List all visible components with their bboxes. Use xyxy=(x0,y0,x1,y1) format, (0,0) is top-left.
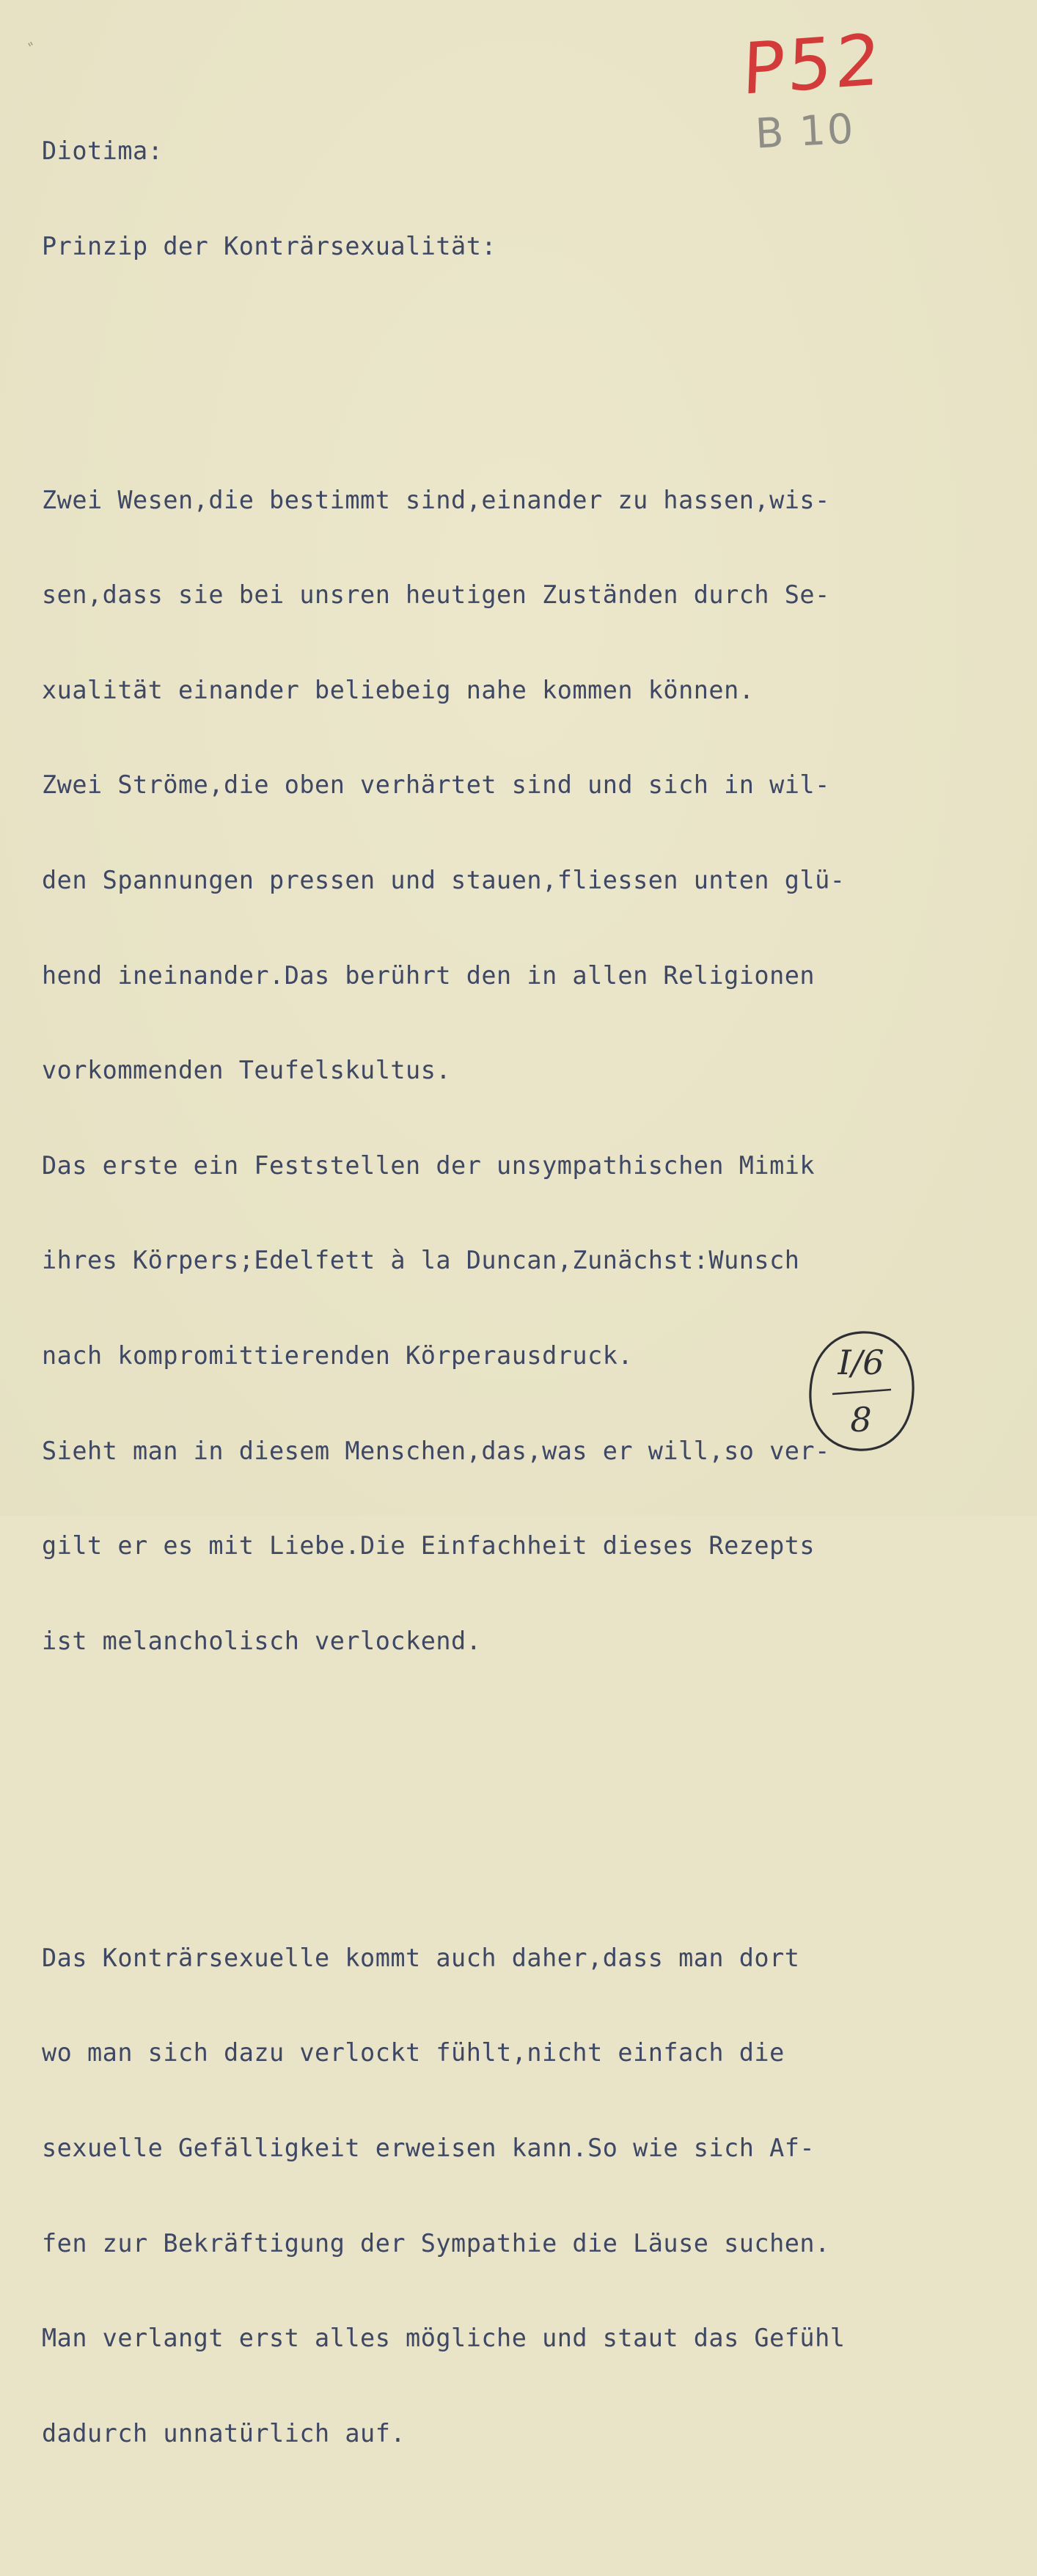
text-line: Zwei Wesen,die bestimmt sind,einander zu hassen,wis- xyxy=(42,485,830,514)
text-line: vorkommenden Teufelskultus. xyxy=(42,1056,452,1085)
text-line: Sieht man in diesem Menschen,das,was er will,so ver- xyxy=(42,1436,830,1465)
text-line: ist melancholisch verlockend. xyxy=(42,1626,482,1655)
text-line: sen,dass sie bei unsren heutigen Zuständen durch Se- xyxy=(42,580,830,610)
text-line: sexuelle Gefälligkeit erweisen kann.So wie sich Af- xyxy=(42,2133,816,2162)
stamp-bottom-text: 8 xyxy=(850,1400,872,1440)
text-line: Das Konträrsexuelle kommt auch daher,dass man dort xyxy=(42,1943,800,1972)
corner-pencil-mark: " xyxy=(26,39,39,56)
blank-line xyxy=(42,1784,1025,1815)
text-line: dadurch unnatürlich auf. xyxy=(42,2418,406,2448)
text-line: xualität einander beliebeig nahe kommen können. xyxy=(42,675,755,704)
paragraph-2 xyxy=(42,1878,1025,2512)
text-line: nach kompromittierenden Körperausdruck. xyxy=(42,1340,634,1370)
archive-signature-p52: P52 xyxy=(741,18,884,111)
text-line: Man verlangt erst alles mögliche und staut das Gefühl xyxy=(42,2324,846,2353)
text-line: den Spannungen pressen und stauen,fliessen unten glü- xyxy=(42,865,846,894)
archive-stamp xyxy=(803,1327,919,1456)
text-line: ihres Körpers;Edelfett à la Duncan,Zunächst:Wunsch xyxy=(42,1246,800,1275)
text-line: hend ineinander.Das berührt den in allen Religionen xyxy=(42,960,816,990)
archive-signature-b10: B 10 xyxy=(754,105,857,158)
stamp-top-text: I/6 xyxy=(838,1343,884,1382)
document-title: Diotima: xyxy=(42,136,164,166)
text-line: gilt er es mit Liebe.Die Einfachheit dieses Rezepts xyxy=(42,1531,816,1561)
text-line: fen zur Bekräftigung der Sympathie die Läuse suchen. xyxy=(42,2228,830,2258)
blank-line xyxy=(42,326,1025,357)
document-subtitle: Prinzip der Konträrsexualität: xyxy=(42,232,497,260)
typewritten-text xyxy=(42,72,1025,2576)
text-line: Zwei Ströme,die oben verhärtet sind und sich in wil- xyxy=(42,770,830,800)
text-line: Das erste ein Feststellen der unsympathischen Mimik xyxy=(42,1150,816,1180)
text-line: wo man sich dazu verlockt fühlt,nicht einfach die xyxy=(42,2038,785,2068)
paragraph-1 xyxy=(42,420,1025,1720)
